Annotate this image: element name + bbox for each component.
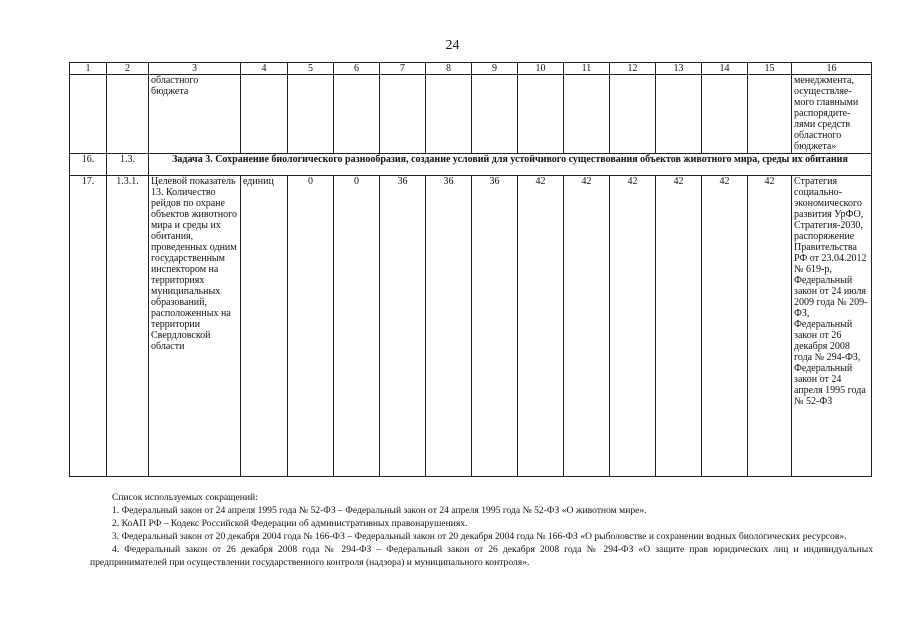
indicator-value: 0 bbox=[334, 176, 380, 477]
column-number: 7 bbox=[380, 63, 426, 75]
row-number: 16. bbox=[70, 154, 107, 176]
indicator-source: Стратегия социально-экономического развития УрФО, Стратегия-2030, распоряжение Правительства РФ от 23.04.2012 № 619-р, Федеральный закон от 24 июля 2009 года № 209-ФЗ, Федеральный закон от 26 декабря 2008 года № 294-ФЗ, Федеральный закон от 24 апреля 1995 года № 52-ФЗ bbox=[792, 176, 872, 477]
abbreviation-item: 4. Федеральный закон от 26 декабря 2008 года № 294-ФЗ – Федеральный закон от 26 декабря 2008 года № 294-ФЗ «О защите прав юридических лиц и индивидуальных предпринимателей при осуществлении государственного контроля (надзора) и муниципального контроля». bbox=[90, 544, 873, 568]
column-number: 10 bbox=[518, 63, 564, 75]
table-row-continued bbox=[70, 75, 872, 154]
table-row-indicator bbox=[70, 176, 872, 477]
abbreviations-list bbox=[90, 491, 873, 569]
table-cell bbox=[288, 75, 334, 154]
table-cell bbox=[564, 75, 610, 154]
abbreviation-item: 3. Федеральный закон от 20 декабря 2004 года № 166-ФЗ – Федеральный закон от 20 декабря 2004 года № 166-ФЗ «О рыболовстве и сохранении водных биологических ресурсов». bbox=[112, 531, 847, 542]
indicator-value: 36 bbox=[426, 176, 472, 477]
indicator-value: 42 bbox=[610, 176, 656, 477]
table-cell bbox=[380, 75, 426, 154]
column-number: 14 bbox=[702, 63, 748, 75]
task-title: Задача 3. Сохранение биологического разнообразия, создание условий для устойчивого существования объектов животного мира, среды их обитания bbox=[149, 154, 872, 176]
column-number: 4 bbox=[241, 63, 288, 75]
column-number: 5 bbox=[288, 63, 334, 75]
indicator-value: 36 bbox=[380, 176, 426, 477]
column-number: 3 bbox=[149, 63, 241, 75]
column-number: 15 bbox=[748, 63, 792, 75]
table-cell bbox=[656, 75, 702, 154]
indicator-value: 42 bbox=[748, 176, 792, 477]
column-number: 1 bbox=[70, 63, 107, 75]
indicator-value: 42 bbox=[702, 176, 748, 477]
indicator-name: Целевой показатель 13. Количество рейдов по охране объектов животного мира и среды их обитания, проведенных одним государственным инспектором на территориях муниципальных образований, расположенных на территории Свердловской области bbox=[149, 176, 241, 477]
abbreviations-title: Список используемых сокращений: bbox=[112, 492, 258, 503]
table-cell bbox=[241, 75, 288, 154]
column-number: 13 bbox=[656, 63, 702, 75]
column-number-row bbox=[70, 63, 872, 75]
column-number: 6 bbox=[334, 63, 380, 75]
table-cell bbox=[334, 75, 380, 154]
indicator-value: 42 bbox=[518, 176, 564, 477]
indicators-table-wrapper bbox=[69, 62, 872, 477]
column-number: 8 bbox=[426, 63, 472, 75]
abbreviation-item: 1. Федеральный закон от 24 апреля 1995 года № 52-ФЗ – Федеральный закон от 24 апреля 1995 года № 52-ФЗ «О животном мире». bbox=[112, 505, 647, 516]
table-cell bbox=[748, 75, 792, 154]
column-number: 11 bbox=[564, 63, 610, 75]
page-number: 24 bbox=[445, 38, 460, 53]
column-number: 16 bbox=[792, 63, 872, 75]
row-number: 17. bbox=[70, 176, 107, 477]
table-cell bbox=[107, 75, 149, 154]
indicator-value: 42 bbox=[564, 176, 610, 477]
table-row-task bbox=[70, 154, 872, 176]
table-cell bbox=[610, 75, 656, 154]
row-code: 1.3.1. bbox=[107, 176, 149, 477]
indicator-unit: единиц bbox=[241, 176, 288, 477]
indicators-table bbox=[69, 62, 872, 477]
indicator-value: 42 bbox=[656, 176, 702, 477]
table-cell bbox=[472, 75, 518, 154]
column-number: 2 bbox=[107, 63, 149, 75]
table-cell bbox=[426, 75, 472, 154]
table-cell bbox=[70, 75, 107, 154]
table-cell bbox=[702, 75, 748, 154]
column-number: 9 bbox=[472, 63, 518, 75]
row-code: 1.3. bbox=[107, 154, 149, 176]
indicator-value: 0 bbox=[288, 176, 334, 477]
column-number: 12 bbox=[610, 63, 656, 75]
table-cell: менеджмента, осуществляе-мого главными распорядите-лями средств областного бюджета» bbox=[792, 75, 872, 154]
table-cell: областного бюджета bbox=[149, 75, 241, 154]
abbreviation-item: 2. КоАП РФ – Кодекс Российской Федерации об административных правонарушениях. bbox=[112, 518, 468, 529]
table-cell bbox=[518, 75, 564, 154]
indicator-value: 36 bbox=[472, 176, 518, 477]
